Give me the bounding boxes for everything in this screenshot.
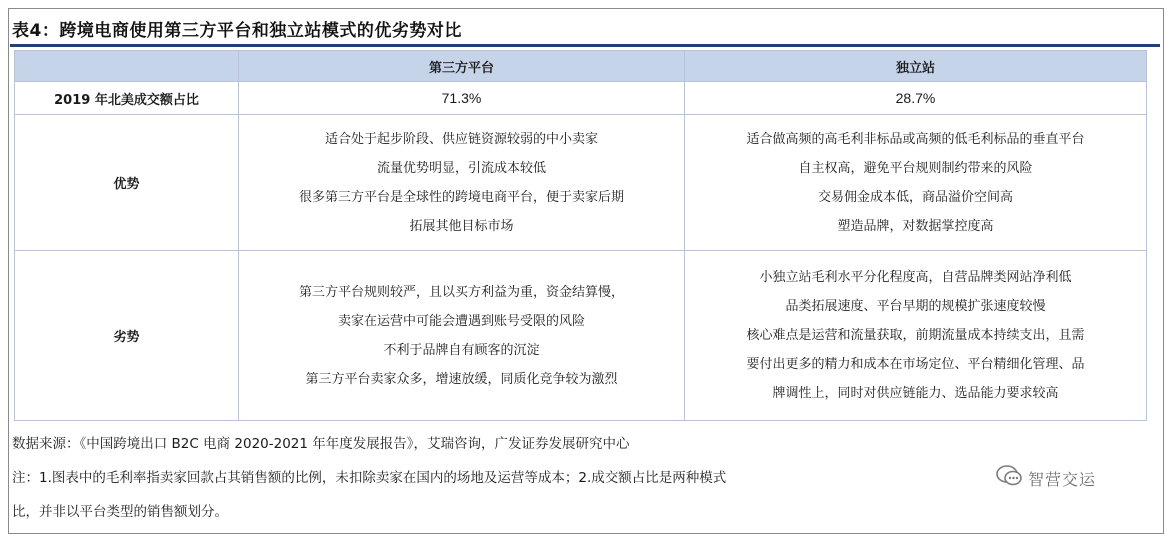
list-item: 品类拓展速度、平台早期的规模扩张速度较慢 xyxy=(785,299,1046,314)
header-third-party: 第三方平台 xyxy=(239,51,685,82)
cell-advantages-third-party xyxy=(239,115,685,251)
footnote-line-2: 比，并非以平台类型的销售额划分。 xyxy=(12,504,228,520)
list-item: 塑造品牌，对数据掌控度高 xyxy=(837,218,994,234)
list-item: 小独立站毛利水平分化程度高，自营品牌类网站净利低 xyxy=(759,270,1072,285)
list-item: 自主权高，避免平台规则制约带来的风险 xyxy=(798,160,1033,176)
list-item: 要付出更多的精力和成本在市场定位、平台精细化管理、品 xyxy=(746,357,1085,372)
list-item: 流量优势明显，引流成本较低 xyxy=(376,160,546,176)
cell-share-independent: 28.7% xyxy=(685,82,1147,115)
comparison-table xyxy=(14,50,1147,421)
list-item: 不利于品牌自有顾客的沉淀 xyxy=(383,342,540,358)
cell-share-third-party: 71.3% xyxy=(239,82,685,115)
source-note: 数据来源：《中国跨境出口 B2C 电商 2020-2021 年年度发展报告》，艾瑞咨询，广发证券发展研究中心 xyxy=(12,436,630,452)
row-label-advantages: 优势 xyxy=(15,115,239,251)
chat-bubble-icon xyxy=(996,465,1022,491)
cell-disadvantages-independent xyxy=(685,251,1147,421)
list-item: 牌调性上，同时对供应链能力、选品能力要求较高 xyxy=(772,386,1059,401)
list-item: 适合做高频的高毛利非标品或高频的低毛利标品的垂直平台 xyxy=(746,131,1085,147)
header-independent: 独立站 xyxy=(685,51,1147,82)
table-row xyxy=(15,251,1147,421)
list-item: 核心难点是运营和流量获取，前期流量成本持续支出，且需 xyxy=(746,328,1085,343)
header-corner xyxy=(15,51,239,82)
list-item: 拓展其他目标市场 xyxy=(409,218,514,234)
list-item: 第三方平台卖家众多，增速放缓，同质化竞争较为激烈 xyxy=(305,371,618,387)
row-label-share: 2019 年北美成交额占比 xyxy=(15,82,239,115)
title-rule xyxy=(10,44,1160,47)
list-item: 很多第三方平台是全球性的跨境电商平台，便于卖家后期 xyxy=(298,189,624,205)
watermark xyxy=(996,464,1124,492)
footnote-line-1: 注：1.图表中的毛利率指卖家回款占其销售额的比例，未扣除卖家在国内的场地及运营等成本；2.成交额占比是两种模式 xyxy=(12,470,727,486)
list-item: 卖家在运营中可能会遭遇到账号受限的风险 xyxy=(337,313,585,329)
row-label-disadvantages: 劣势 xyxy=(15,251,239,421)
watermark-text: 智营交运 xyxy=(1028,469,1097,489)
list-item: 适合处于起步阶段、供应链资源较弱的中小卖家 xyxy=(324,131,598,147)
header-row xyxy=(15,51,1147,82)
table-title: 表4：跨境电商使用第三方平台和独立站模式的优劣势对比 xyxy=(12,21,462,41)
cell-advantages-independent xyxy=(685,115,1147,251)
list-item: 交易佣金成本低，商品溢价空间高 xyxy=(817,189,1013,205)
table-row xyxy=(15,115,1147,251)
table-row xyxy=(15,82,1147,115)
cell-disadvantages-third-party xyxy=(239,251,685,421)
list-item: 第三方平台规则较严，且以买方利益为重，资金结算慢， xyxy=(298,284,624,300)
